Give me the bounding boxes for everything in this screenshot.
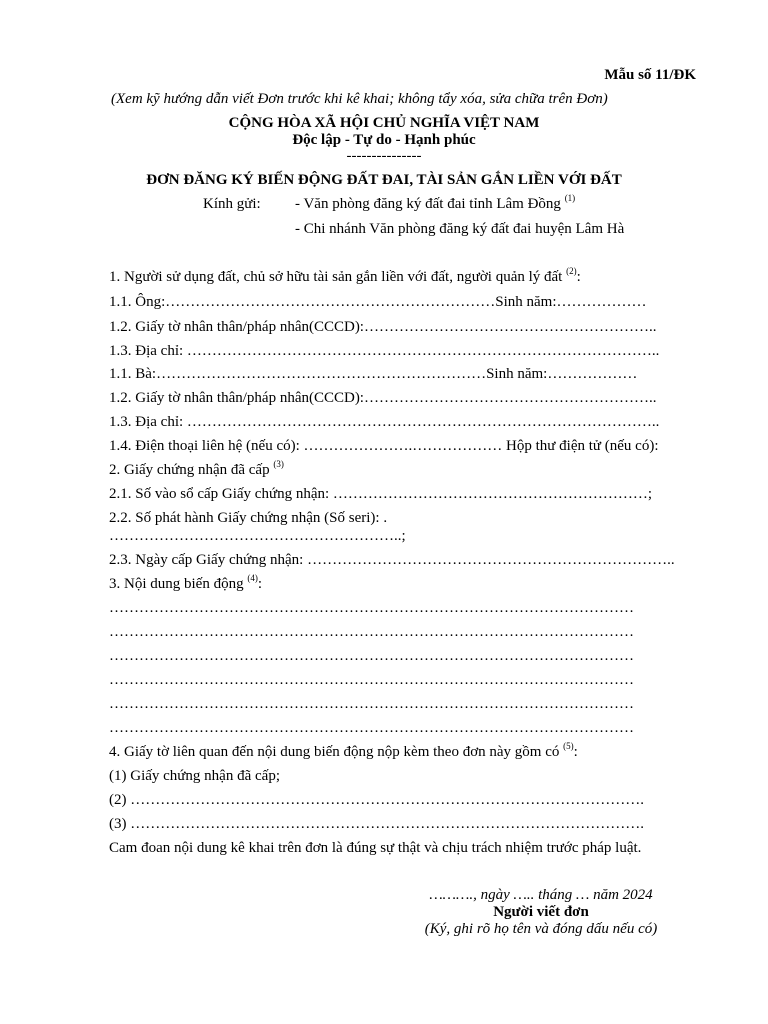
- recipient-label: Kính gửi:: [203, 196, 261, 212]
- change-content-line: ……………………………………………………………………………………………: [109, 696, 634, 712]
- field-certificate-serial: 2.2. Số phát hành Giấy chứng nhận (Số seri): .: [109, 510, 388, 526]
- change-content-line: ……………………………………………………………………………………………: [109, 672, 634, 688]
- change-content-line: ……………………………………………………………………………………………: [109, 624, 634, 640]
- field-mr-name: 1.1. Ông:…………………………………………………………Sinh năm:………………: [109, 294, 647, 310]
- footnote-ref-3: (3): [273, 459, 284, 469]
- field-mr-id: 1.2. Giấy tờ nhân thân/pháp nhân(CCCD):…………………………………………………..: [109, 319, 657, 335]
- recipient-line-2: - Chi nhánh Văn phòng đăng ký đất đai huyện Lâm Hà: [295, 221, 625, 237]
- change-content-line: ……………………………………………………………………………………………: [109, 648, 634, 664]
- nation-title: CỘNG HÒA XÃ HỘI CHỦ NGHĨA VIỆT NAM: [228, 115, 540, 131]
- footnote-ref-1: (1): [564, 193, 576, 203]
- document-title: ĐƠN ĐĂNG KÝ BIẾN ĐỘNG ĐẤT ĐAI, TÀI SẢN GẮN LIỀN VỚI ĐẤT: [146, 172, 622, 188]
- signature-instruction: (Ký, ghi rõ họ tên và đóng dấu nếu có): [424, 921, 658, 937]
- change-content-line: ……………………………………………………………………………………………: [109, 600, 634, 616]
- recipient-line-1: - Văn phòng đăng ký đất đai tỉnh Lâm Đồng $^{(1)}$: [295, 193, 576, 212]
- section-4-heading: 4. Giấy tờ liên quan đến nội dung biến động nộp kèm theo đơn này gồm có $^{(5)}$:: [109, 741, 578, 760]
- section-3-heading: 3. Nội dung biến động $^{(4)}$:: [109, 573, 262, 592]
- commitment-statement: Cam đoan nội dung kê khai trên đơn là đúng sự thật và chịu trách nhiệm trước pháp luật.: [109, 840, 642, 856]
- field-certificate-entry-no: 2.1. Số vào sổ cấp Giấy chứng nhận: ………………………………………………………;: [109, 486, 653, 502]
- field-mrs-name: 1.1. Bà:…………………………………………………………Sinh năm:………………: [109, 366, 638, 382]
- field-certificate-issue-date: 2.3. Ngày cấp Giấy chứng nhận: ………………………………………………………………..: [109, 552, 675, 568]
- form-number: Mẫu số 11/ĐK: [604, 67, 696, 83]
- nation-motto: Độc lập - Tự do - Hạnh phúc: [292, 132, 476, 148]
- field-contact: 1.4. Điện thoại liên hệ (nếu có): ………………….……………… Hộp thư điện tử (nếu có):: [109, 438, 659, 454]
- signature-role: Người viết đơn: [493, 904, 589, 920]
- change-content-line: ……………………………………………………………………………………………: [109, 720, 634, 736]
- footnote-ref-2: (2): [566, 266, 577, 276]
- footnote-ref-5: (5): [563, 741, 574, 751]
- section-1-heading: 1. Người sử dụng đất, chủ sở hữu tài sản gắn liền với đất, người quản lý đất $^{(2)}$:: [109, 266, 581, 285]
- form-instruction: (Xem kỹ hướng dẫn viết Đơn trước khi kê khai; không tẩy xóa, sửa chữa trên Đơn): [111, 91, 608, 107]
- footnote-ref-4: (4): [247, 573, 258, 583]
- signature-date: ………., ngày ….. tháng … năm 2024: [429, 887, 653, 903]
- attachment-item-3: (3) ………………………………………………………………………………………….: [109, 816, 644, 832]
- attachment-item-1: (1) Giấy chứng nhận đã cấp;: [109, 768, 280, 784]
- field-mr-address: 1.3. Địa chỉ: …………………………………………………………………………………..: [109, 343, 660, 359]
- header-divider: ---------------: [346, 148, 422, 164]
- section-2-heading: 2. Giấy chứng nhận đã cấp $^{(3)}$: [109, 459, 284, 478]
- field-mrs-address: 1.3. Địa chỉ: …………………………………………………………………………………..: [109, 414, 660, 430]
- field-certificate-serial-cont: …………………………………………………..;: [109, 528, 406, 544]
- field-mrs-id: 1.2. Giấy tờ nhân thân/pháp nhân(CCCD):…………………………………………………..: [109, 390, 657, 406]
- attachment-item-2: (2) ………………………………………………………………………………………….: [109, 792, 644, 808]
